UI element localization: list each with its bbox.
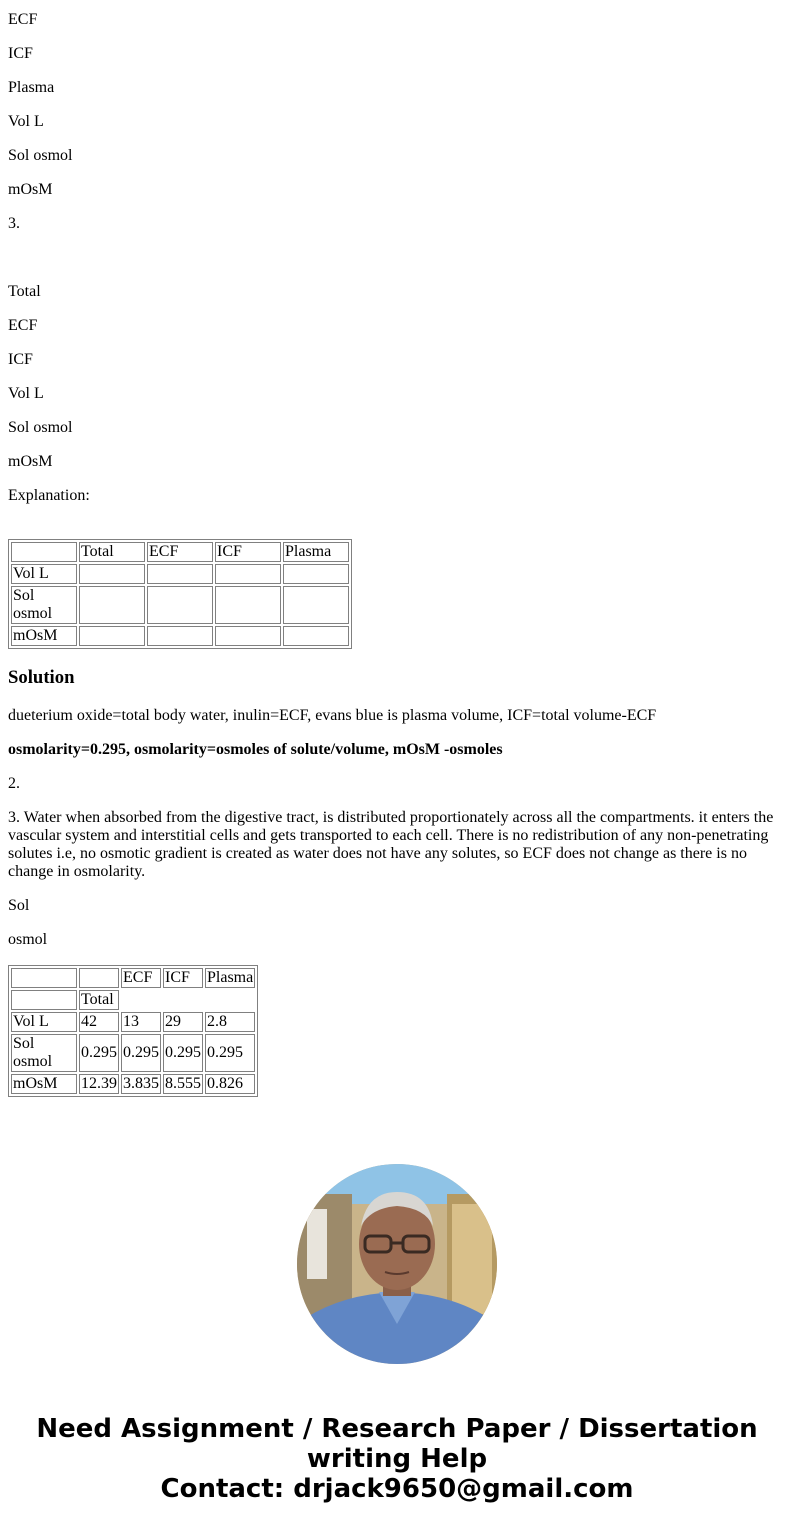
solution-paragraph: osmol — [8, 931, 48, 948]
table-row — [11, 1012, 255, 1032]
table-cell — [283, 564, 349, 584]
contact-line: Contact: drjack9650@gmail.com — [160, 1474, 634, 1504]
solution-paragraph-bold: osmolarity=0.295, osmolarity=osmoles of solute/volume, mOsM -osmoles — [8, 741, 503, 758]
table-cell: 13 — [121, 1012, 161, 1032]
text-line: ECF — [8, 11, 38, 28]
promo-line: Need Assignment / Research Paper / Dissertation writing Help — [36, 1414, 758, 1474]
table-cell: 12.39 — [81, 1075, 117, 1092]
table-cell: ECF — [147, 542, 213, 562]
table-cell: mOsM — [11, 1074, 77, 1094]
table-cell: 0.295 — [79, 1034, 119, 1072]
text-line: Vol L — [8, 385, 44, 402]
table-cell: Vol L — [11, 1012, 77, 1032]
table-cell: 2.8 — [205, 1012, 255, 1032]
table-cell — [147, 626, 213, 646]
table-cell — [11, 968, 77, 988]
table-cell — [11, 542, 77, 562]
table-cell: ICF — [163, 968, 203, 988]
table-cell: Plasma — [283, 542, 349, 562]
avatar-image — [297, 1164, 497, 1364]
table-header-row — [11, 968, 255, 988]
table-cell: 0.295 — [205, 1034, 255, 1072]
table-row — [11, 990, 255, 1010]
results-table — [8, 965, 258, 1097]
solution-heading: Solution — [8, 667, 75, 688]
solution-paragraph: 3. Water when absorbed from the digestive tract, is distributed proportionately across all the compartments. it enters the vascular system and interstitial cells and gets transported to each cell. There is no redistribution of any non-penetrating solutes i.e, no osmotic gradient is created as water does not have any solutes, so ECF does not change as there is no change in osmolarity. — [8, 809, 774, 880]
table-cell — [215, 626, 281, 646]
text-line: ECF — [8, 317, 38, 334]
table-row — [11, 626, 349, 646]
text-line: mOsM — [8, 453, 53, 470]
table-cell: Sol osmol — [11, 1034, 77, 1072]
text-line: mOsM — [8, 181, 53, 198]
table-cell: Sol osmol — [11, 586, 77, 624]
table-cell — [79, 626, 145, 646]
table-cell — [215, 564, 281, 584]
table-cell: Plasma — [207, 969, 254, 986]
text-line: Vol L — [8, 113, 44, 130]
table-cell: ICF — [215, 542, 281, 562]
document-body — [0, 11, 794, 1097]
text-line: Plasma — [8, 79, 55, 96]
text-line: Total — [8, 283, 41, 300]
table-cell: 0.826 — [205, 1074, 255, 1094]
table-cell — [147, 564, 213, 584]
table-cell — [283, 626, 349, 646]
table-row — [11, 1034, 255, 1072]
text-line: Sol osmol — [8, 419, 73, 436]
table-cell: 42 — [79, 1012, 119, 1032]
table-cell — [215, 586, 281, 624]
table-cell: 3.835 — [123, 1075, 159, 1092]
table-cell: Vol L — [11, 564, 77, 584]
table-cell: Total — [79, 542, 145, 562]
table-cell: Total — [79, 990, 119, 1010]
text-line: ICF — [8, 351, 33, 368]
empty-data-table — [8, 539, 352, 649]
text-line: Sol osmol — [8, 147, 73, 164]
solution-paragraph: dueterium oxide=total body water, inulin=ECF, evans blue is plasma volume, ICF=total volume-ECF — [8, 707, 657, 724]
table-cell — [283, 586, 349, 624]
table-cell: ECF — [121, 968, 161, 988]
table-cell — [79, 564, 145, 584]
table-cell — [79, 586, 145, 624]
solution-paragraph: 2. — [8, 775, 20, 792]
table-cell: mOsM — [11, 626, 77, 646]
table-row — [11, 1074, 255, 1094]
table-cell: 8.555 — [165, 1075, 201, 1092]
text-line: ICF — [8, 45, 33, 62]
table-cell: 29 — [163, 1012, 203, 1032]
blank-line — [8, 521, 786, 539]
table-cell — [147, 586, 213, 624]
table-row — [11, 586, 349, 624]
table-cell — [11, 990, 77, 1010]
table-row — [11, 564, 349, 584]
blank-line — [8, 249, 786, 267]
author-avatar — [297, 1164, 497, 1364]
solution-paragraph: Sol — [8, 897, 30, 914]
table-cell — [79, 968, 119, 988]
explanation-label: Explanation: — [8, 487, 90, 504]
table-header-row — [11, 542, 349, 562]
table-cell: 0.295 — [121, 1034, 161, 1072]
table-cell: 0.295 — [163, 1034, 203, 1072]
text-line: 3. — [8, 215, 20, 232]
promo-footer — [0, 1414, 794, 1504]
